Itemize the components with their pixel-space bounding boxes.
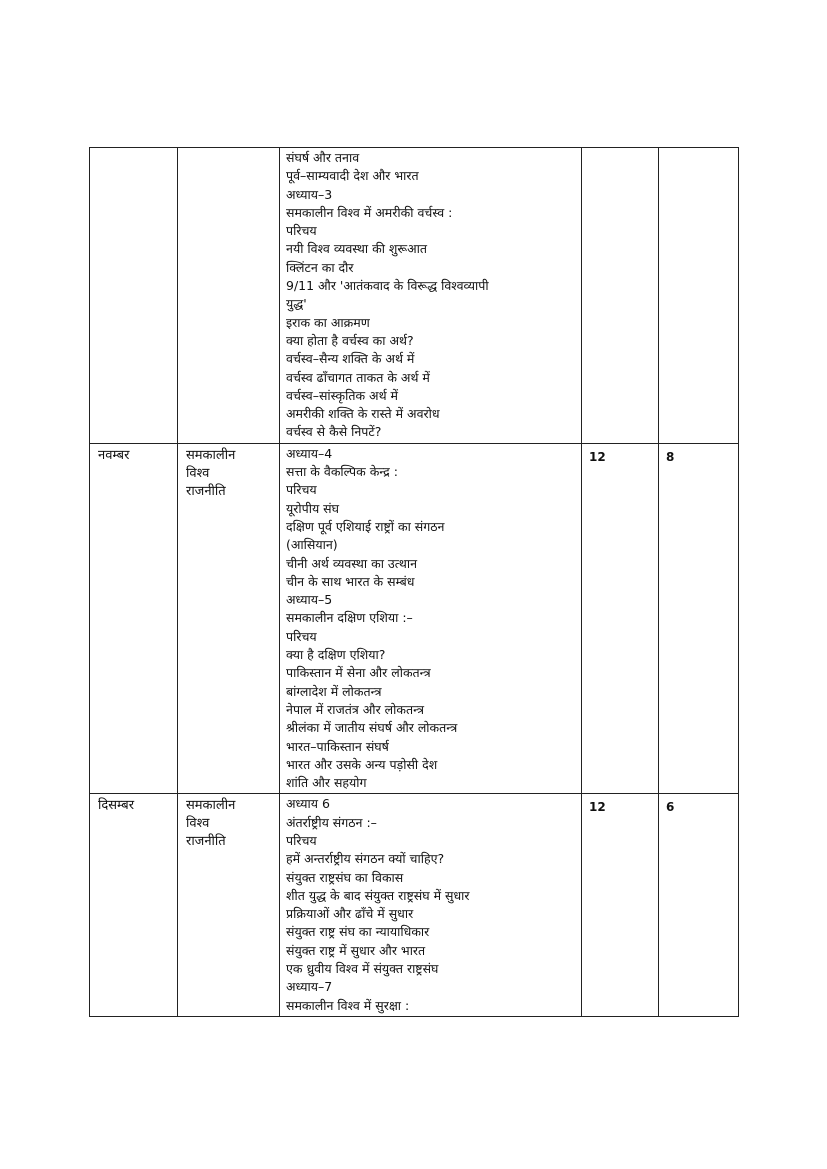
content-line: भारत–पाकिस्तान संघर्ष [286, 738, 389, 754]
content-line: पूर्व–साम्यवादी देश और भारत [286, 168, 419, 184]
content-line: परिचय [286, 628, 317, 644]
content-line: अध्याय–4 [286, 445, 333, 461]
content-line: संयुक्त राष्ट्र में सुधार और भारत [286, 942, 426, 958]
content-line: दक्षिण पूर्व एशियाई राष्ट्रों का संगठन [286, 518, 445, 534]
content-line: समकालीन विश्व में अमरीकी वर्चस्व : [286, 204, 453, 220]
content-line: वर्चस्व से कैसे निपटें? [286, 424, 382, 440]
content-line: अध्याय–5 [286, 592, 333, 608]
unit-cell [178, 794, 280, 1017]
content-line: वर्चस्व–सैन्य शक्ति के अर्थ में [286, 351, 415, 367]
unit-cell [178, 443, 280, 794]
content-line: संयुक्त राष्ट्रसंघ का विकास [286, 869, 404, 885]
marks-cell: 6 [659, 794, 739, 1017]
content-line: पाकिस्तान में सेना और लोकतन्त्र [286, 665, 431, 681]
content-line: श्रीलंका में जातीय संघर्ष और लोकतन्त्र [286, 720, 458, 736]
content-line: शांति और सहयोग [286, 775, 367, 791]
unit-line: राजनीति [186, 483, 226, 499]
month-cell [90, 148, 178, 444]
content-line: चीनी अर्थ व्यवस्था का उत्थान [286, 555, 418, 571]
content-line: परिचय [286, 832, 317, 848]
periods-cell: 12 [582, 443, 659, 794]
content-line: नेपाल में राजतंत्र और लोकतन्त्र [286, 701, 425, 717]
content-line: परिचय [286, 482, 317, 498]
periods-cell [582, 148, 659, 444]
content-line: क्या है दक्षिण एशिया? [286, 647, 386, 663]
unit-line: समकालीन [186, 798, 236, 814]
unit-line: समकालीन [186, 447, 236, 463]
marks-cell [659, 148, 739, 444]
content-line: वर्चस्व ढाँचागत ताकत के अर्थ में [286, 369, 430, 385]
content-line: नयी विश्व व्यवस्था की शुरूआत [286, 241, 428, 257]
content-line: अध्याय–3 [286, 186, 333, 202]
unit-line: राजनीति [186, 834, 226, 850]
content-line: वर्चस्व–सांस्कृतिक अर्थ में [286, 387, 399, 403]
content-line: प्रक्रियाओं और ढाँचे में सुधार [286, 906, 414, 922]
content-line: यूरोपीय संघ [286, 500, 339, 516]
content-line: क्लिंटन का दौर [286, 259, 354, 275]
content-line: युद्ध' [286, 296, 307, 312]
content-line: अंतर्राष्ट्रीय संगठन :– [286, 814, 377, 830]
unit-line: विश्व [186, 465, 210, 481]
month-cell: दिसम्बर [90, 794, 178, 1017]
syllabus-table-body [90, 148, 739, 1017]
content-cell [280, 443, 582, 794]
marks-cell: 8 [659, 443, 739, 794]
content-line: एक ध्रुवीय विश्व में संयुक्त राष्ट्रसंघ [286, 961, 439, 977]
content-line: 9/11 और 'आतंकवाद के विरूद्ध विश्वव्यापी [286, 278, 489, 294]
unit-cell [178, 148, 280, 444]
content-cell [280, 148, 582, 444]
content-line: संयुक्त राष्ट्र संघ का न्यायाधिकार [286, 924, 430, 940]
syllabus-table [89, 147, 739, 1017]
periods-cell: 12 [582, 794, 659, 1017]
content-line: क्या होता है वर्चस्व का अर्थ? [286, 332, 414, 348]
month-cell: नवम्बर [90, 443, 178, 794]
table-row [90, 794, 739, 1017]
content-cell [280, 794, 582, 1017]
content-line: समकालीन विश्व में सुरक्षा : [286, 997, 410, 1013]
content-line: अध्याय–7 [286, 979, 333, 995]
content-line: सत्ता के वैकल्पिक केन्द्र : [286, 464, 398, 480]
content-line: चीन के साथ भारत के सम्बंध [286, 573, 415, 589]
content-line: हमें अन्तर्राष्ट्रीय संगठन क्यों चाहिए? [286, 851, 445, 867]
content-line: समकालीन दक्षिण एशिया :– [286, 610, 413, 626]
content-line: (आसियान) [286, 537, 338, 553]
content-line: परिचय [286, 223, 317, 239]
content-line: भारत और उसके अन्य पड़ोसी देश [286, 756, 438, 772]
content-line: संघर्ष और तनाव [286, 150, 360, 165]
unit-line: विश्व [186, 816, 210, 832]
content-line: बांग्लादेश में लोकतन्त्र [286, 683, 382, 699]
content-line: अमरीकी शक्ति के रास्ते में अवरोध [286, 406, 440, 422]
content-line: शीत युद्ध के बाद संयुक्त राष्ट्रसंघ में सुधार [286, 887, 470, 903]
table-row [90, 148, 739, 444]
content-line: अध्याय 6 [286, 796, 330, 812]
content-line: इराक का आक्रमण [286, 314, 370, 330]
table-row [90, 443, 739, 794]
